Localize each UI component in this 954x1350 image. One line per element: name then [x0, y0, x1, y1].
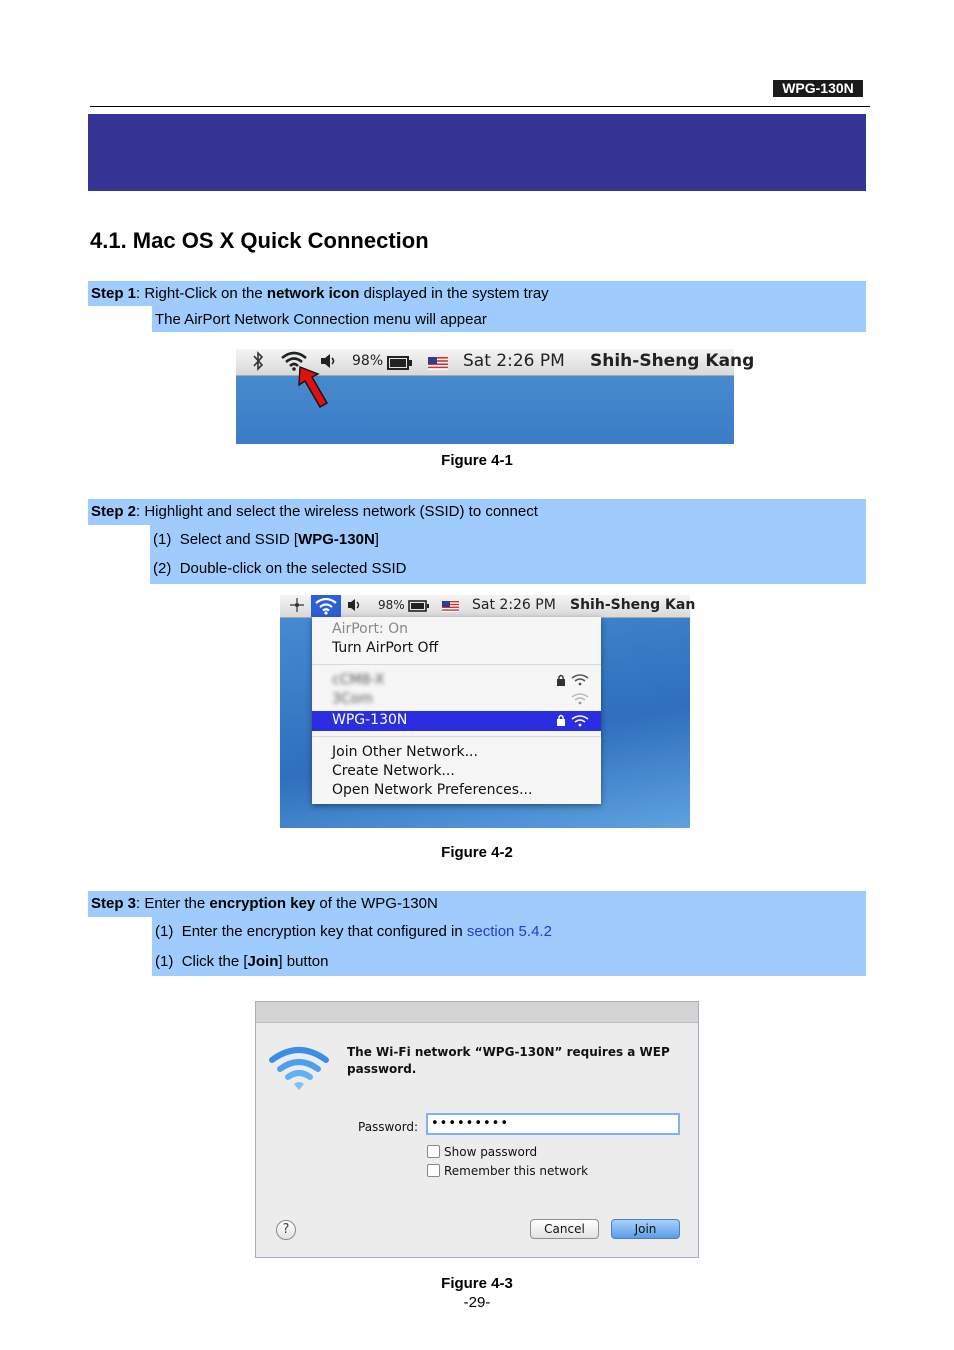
- step3-pre: : Enter the: [136, 895, 210, 912]
- show-password-checkbox[interactable]: [427, 1145, 440, 1158]
- step2-item2-num: (2): [153, 560, 172, 577]
- battery-percent: 98%: [378, 598, 405, 612]
- step3-item1-pre: Enter the encryption key that configured in: [181, 923, 467, 940]
- remember-network-label: Remember this network: [444, 1164, 589, 1178]
- network-item-blurred-2[interactable]: 3Com: [332, 691, 373, 707]
- step1-post: displayed in the system tray: [359, 285, 549, 302]
- menubar-clock[interactable]: Sat 2:26 PM: [463, 351, 565, 371]
- step2-item1: [153, 531, 379, 548]
- figure-4-1: [236, 349, 755, 444]
- airport-menu: [312, 617, 601, 804]
- menubar-user[interactable]: Shih-Sheng Kan: [570, 597, 696, 613]
- step3-line: [91, 895, 438, 912]
- password-label: Password:: [358, 1120, 419, 1134]
- wifi-signal-icon: [571, 673, 589, 690]
- step3-item2-post: ] button: [278, 953, 329, 970]
- step3-item1: [155, 923, 552, 940]
- step1-line: [91, 285, 549, 302]
- step2-item1-bold: WPG-130N: [298, 531, 375, 548]
- open-network-preferences[interactable]: Open Network Preferences...: [332, 782, 533, 798]
- help-button[interactable]: ?: [276, 1220, 296, 1240]
- figure-4-3: [255, 1001, 699, 1258]
- step2-text: : Highlight and select the wireless network (SSID) to connect: [136, 503, 538, 520]
- selected-network-name: WPG-130N: [332, 712, 408, 728]
- create-network[interactable]: Create Network...: [332, 763, 455, 779]
- section-title: 4.1. Mac OS X Quick Connection: [90, 228, 429, 253]
- step3-label: Step 3: [91, 895, 137, 912]
- step2-item1-num: (1): [153, 531, 172, 548]
- join-other-network[interactable]: Join Other Network...: [332, 744, 478, 760]
- network-item-blurred-1[interactable]: cCM8-X: [332, 672, 385, 688]
- password-field[interactable]: •••••••••: [426, 1113, 680, 1135]
- step2-line: [91, 503, 538, 520]
- wifi-signal-weak-icon: [571, 692, 589, 709]
- remember-network-checkbox[interactable]: [427, 1164, 440, 1177]
- battery-icon[interactable]: [408, 600, 430, 616]
- turn-airport-off[interactable]: Turn AirPort Off: [332, 640, 439, 656]
- lock-icon: [556, 674, 566, 690]
- volume-icon[interactable]: [346, 596, 364, 618]
- figure1-caption: Figure 4-1: [441, 452, 513, 469]
- airport-status: AirPort: On: [332, 621, 409, 637]
- header-rule: [90, 106, 870, 107]
- step1-pre: : Right-Click on the: [136, 285, 267, 302]
- step3-item1-num: (1): [155, 923, 174, 940]
- figure2-caption: Figure 4-2: [441, 844, 513, 861]
- lock-icon: [556, 714, 566, 730]
- figure3-caption: Figure 4-3: [441, 1275, 513, 1292]
- step1-sub: The AirPort Network Connection menu will appear: [155, 311, 487, 328]
- cancel-button[interactable]: Cancel: [530, 1219, 599, 1239]
- step1-label: Step 1: [91, 285, 137, 302]
- menubar-clock[interactable]: Sat 2:26 PM: [472, 597, 556, 613]
- step2-item1-pre: Select and SSID [: [179, 531, 299, 548]
- step3-post: of the WPG-130N: [315, 895, 438, 912]
- network-dots-icon: [289, 596, 305, 618]
- network-item-selected[interactable]: [312, 711, 601, 731]
- remember-network-row[interactable]: [427, 1164, 588, 1178]
- red-arrow-icon: [296, 365, 330, 414]
- chapter-band: [88, 114, 866, 191]
- step3-bold: encryption key: [209, 895, 316, 912]
- bluetooth-icon: [252, 351, 264, 376]
- page-number: -29-: [463, 1294, 491, 1311]
- step3-item2-pre: Click the [: [181, 953, 248, 970]
- battery-icon[interactable]: [387, 355, 413, 375]
- wifi-signal-icon: [571, 714, 589, 731]
- show-password-label: Show password: [444, 1145, 538, 1159]
- wifi-icon-active[interactable]: [311, 595, 341, 617]
- model-tag: WPG-130N: [773, 80, 863, 97]
- section-link[interactable]: section 5.4.2: [466, 923, 552, 940]
- mac-menubar: [280, 595, 696, 618]
- step1-bold: network icon: [266, 285, 360, 302]
- join-button[interactable]: Join: [611, 1219, 680, 1239]
- show-password-row[interactable]: [427, 1145, 537, 1159]
- step3-item2-num: (1): [155, 953, 174, 970]
- battery-percent: 98%: [352, 353, 384, 369]
- step2-item2-text: Double-click on the selected SSID: [179, 560, 407, 577]
- figure-4-2: [280, 595, 696, 828]
- step3-item2: [155, 953, 328, 970]
- step2-label: Step 2: [91, 503, 137, 520]
- menubar-user[interactable]: Shih-Sheng Kang: [590, 351, 755, 371]
- step3-item2-bold: Join: [247, 953, 279, 970]
- step2-item1-post: ]: [374, 531, 379, 548]
- menu-separator: [312, 664, 601, 665]
- us-flag-icon[interactable]: [428, 355, 448, 375]
- dialog-message: The Wi-Fi network “WPG-130N” requires a WEP password.: [347, 1045, 670, 1076]
- menu-separator: [312, 736, 601, 737]
- step2-item2: [153, 560, 406, 577]
- wifi-large-icon: [268, 1044, 330, 1096]
- us-flag-icon[interactable]: [442, 600, 459, 616]
- dialog-titlebar: [256, 1002, 698, 1023]
